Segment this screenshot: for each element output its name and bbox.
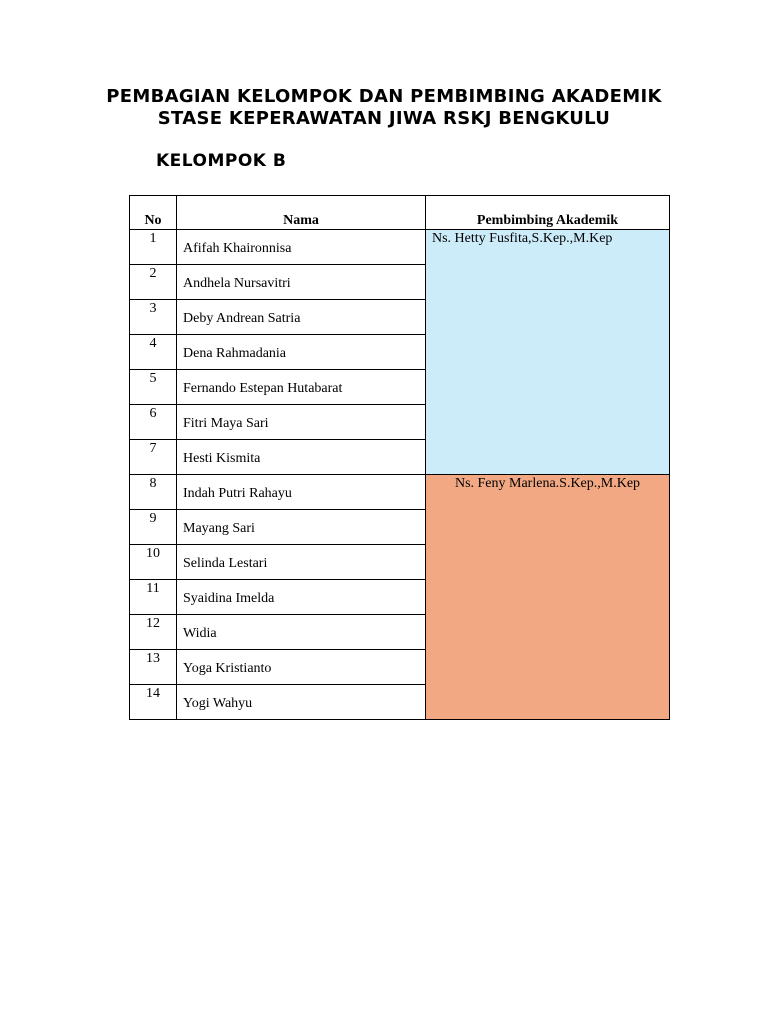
student-name: Yogi Wahyu (177, 685, 426, 720)
title-line-1: PEMBAGIAN KELOMPOK DAN PEMBIMBING AKADEMIK (106, 86, 662, 107)
row-number: 6 (130, 405, 177, 440)
title-line-2: STASE KEPERAWATAN JIWA RSKJ BENGKULU (157, 108, 611, 129)
advisor-name: Ns. Feny Marlena.S.Kep.,M.Kep (454, 476, 641, 491)
student-name: Fitri Maya Sari (177, 405, 426, 440)
row-number: 11 (130, 580, 177, 615)
student-name: Deby Andrean Satria (177, 300, 426, 335)
student-name: Fernando Estepan Hutabarat (177, 370, 426, 405)
row-number: 9 (130, 510, 177, 545)
row-number: 4 (130, 335, 177, 370)
table-header-row (130, 196, 670, 230)
group-label: KELOMPOK B (156, 151, 287, 171)
row-number: 14 (130, 685, 177, 720)
table-body (130, 230, 670, 720)
header-pembimbing: Pembimbing Akademik (426, 196, 670, 230)
row-number: 1 (130, 230, 177, 265)
student-name: Afifah Khaironnisa (177, 230, 426, 265)
table-row (130, 475, 670, 510)
student-name: Yoga Kristianto (177, 650, 426, 685)
row-number: 3 (130, 300, 177, 335)
document-title (0, 86, 768, 130)
header-nama: Nama (177, 196, 426, 230)
row-number: 7 (130, 440, 177, 475)
student-name: Hesti Kismita (177, 440, 426, 475)
row-number: 2 (130, 265, 177, 300)
student-name: Andhela Nursavitri (177, 265, 426, 300)
row-number: 13 (130, 650, 177, 685)
row-number: 5 (130, 370, 177, 405)
row-number: 10 (130, 545, 177, 580)
student-name: Selinda Lestari (177, 545, 426, 580)
header-no: No (130, 196, 177, 230)
group-table (129, 195, 670, 720)
student-name: Dena Rahmadania (177, 335, 426, 370)
advisor-cell (426, 230, 670, 475)
advisor-cell (426, 475, 670, 720)
student-name: Syaidina Imelda (177, 580, 426, 615)
student-name: Indah Putri Rahayu (177, 475, 426, 510)
table-row (130, 230, 670, 265)
student-name: Widia (177, 615, 426, 650)
student-name: Mayang Sari (177, 510, 426, 545)
row-number: 8 (130, 475, 177, 510)
row-number: 12 (130, 615, 177, 650)
advisor-name: Ns. Hetty Fusfita,S.Kep.,M.Kep (432, 231, 613, 246)
